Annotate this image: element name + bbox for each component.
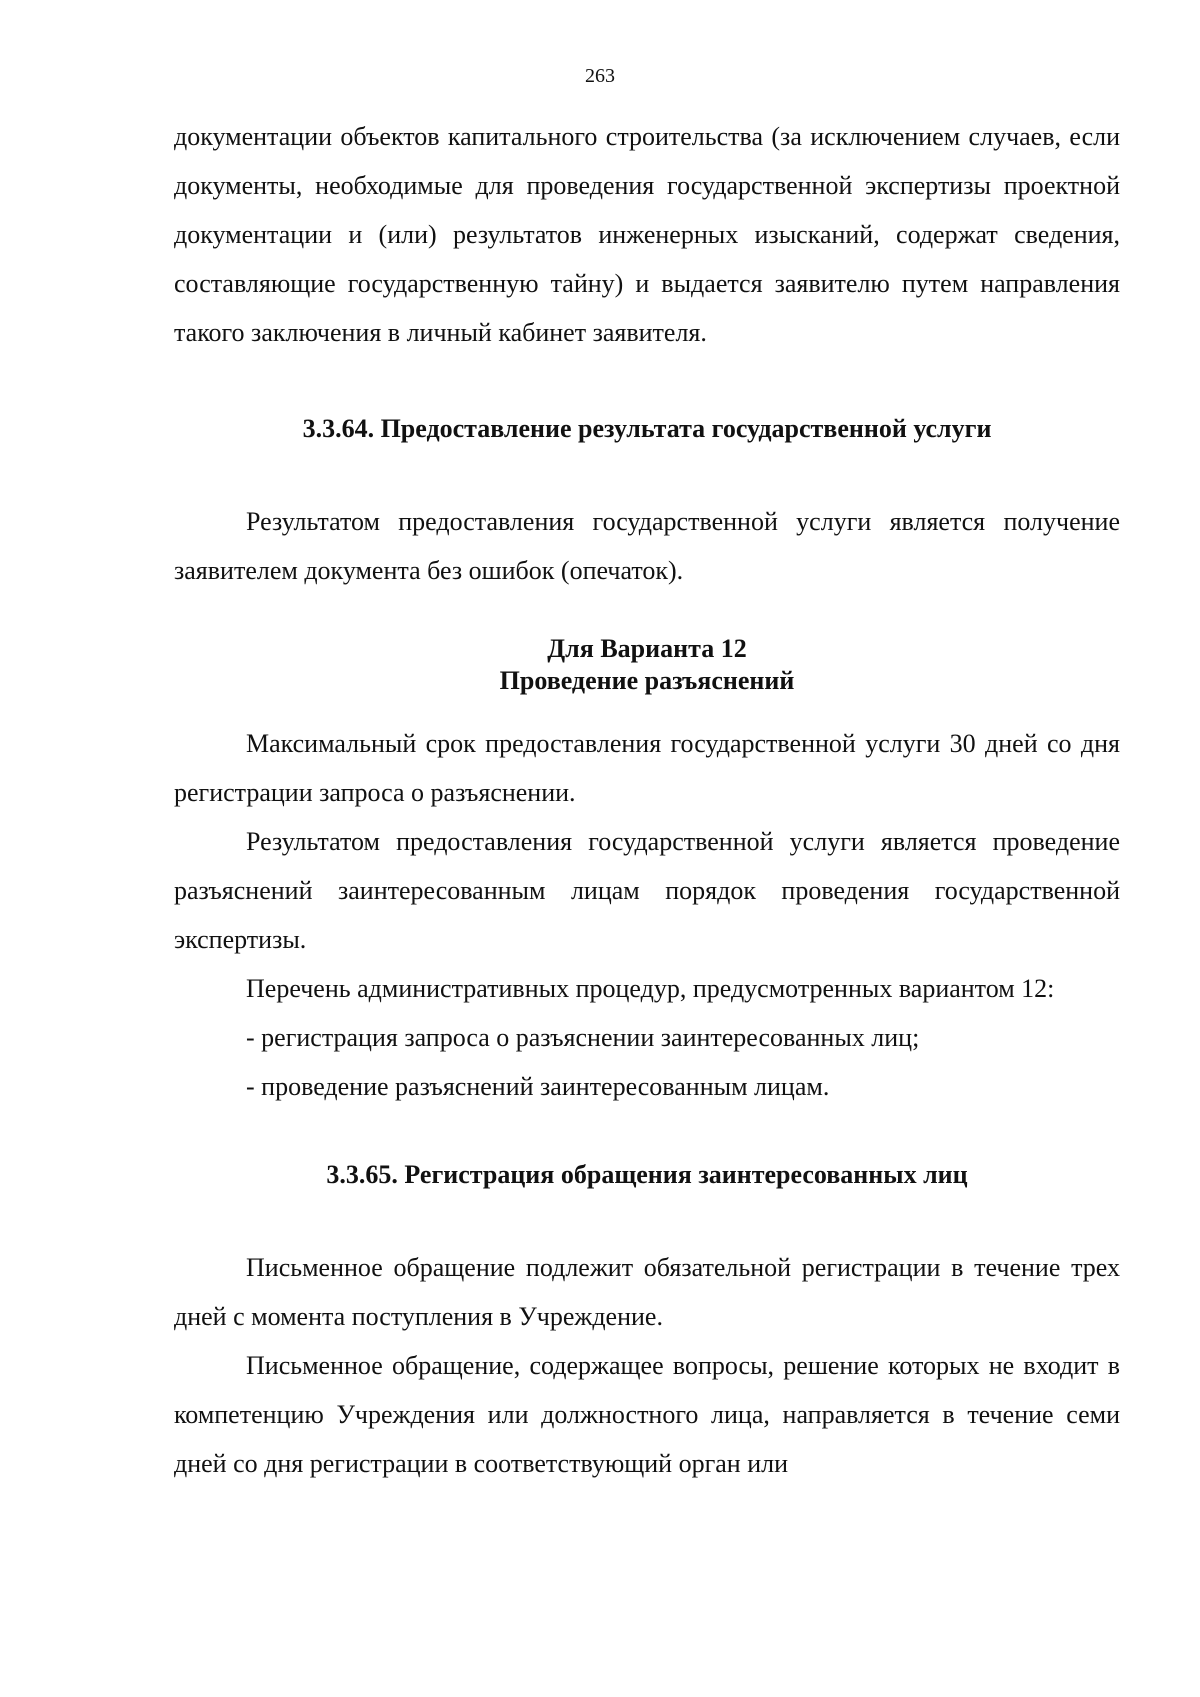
page-number: 263: [585, 65, 615, 87]
section-3-3-65-heading: 3.3.65. Регистрация обращения заинтересованных лиц: [326, 1160, 968, 1189]
page-content: [174, 112, 1120, 1488]
variant-12-heading: Для Варианта 12: [547, 634, 747, 663]
section-3-3-65-paragraph: Письменное обращение, содержащее вопросы, решение которых не входит в компетенцию Учреждения или должностного лица, направляется в течение семи дней со дня регистрации в соответствующий орган или: [174, 1351, 1120, 1478]
variant-12-paragraph: Результатом предоставления государственной услуги является проведение разъяснений заинтересованным лицам порядок проведения государственной экспертизы.: [174, 827, 1120, 954]
section-3-3-65-paragraph: Письменное обращение подлежит обязательной регистрации в течение трех дней с момента поступления в Учреждение.: [174, 1253, 1120, 1331]
section-3-3-64-heading: 3.3.64. Предоставление результата государственной услуги: [302, 414, 992, 443]
section-3-3-64-paragraph: Результатом предоставления государственной услуги является получение заявителем документа без ошибок (опечаток).: [174, 507, 1120, 585]
variant-12-paragraph: Максимальный срок предоставления государственной услуги 30 дней со дня регистрации запроса о разъяснении.: [174, 729, 1120, 807]
list-item: - проведение разъяснений заинтересованным лицам.: [246, 1072, 830, 1101]
list-item: - регистрация запроса о разъяснении заинтересованных лиц;: [246, 1023, 920, 1052]
variant-12-paragraph: Перечень административных процедур, предусмотренных вариантом 12:: [246, 974, 1055, 1003]
variant-12-subheading: Проведение разъяснений: [499, 666, 795, 695]
intro-paragraph: документации объектов капитального строительства (за исключением случаев, если документы, необходимые для проведения государственной экспертизы проектной документации и (или) результатов инженерных изысканий, содержат сведения, составляющие государственную тайну) и выдается заявителю путем направления такого заключения в личный кабинет заявителя.: [174, 122, 1120, 347]
